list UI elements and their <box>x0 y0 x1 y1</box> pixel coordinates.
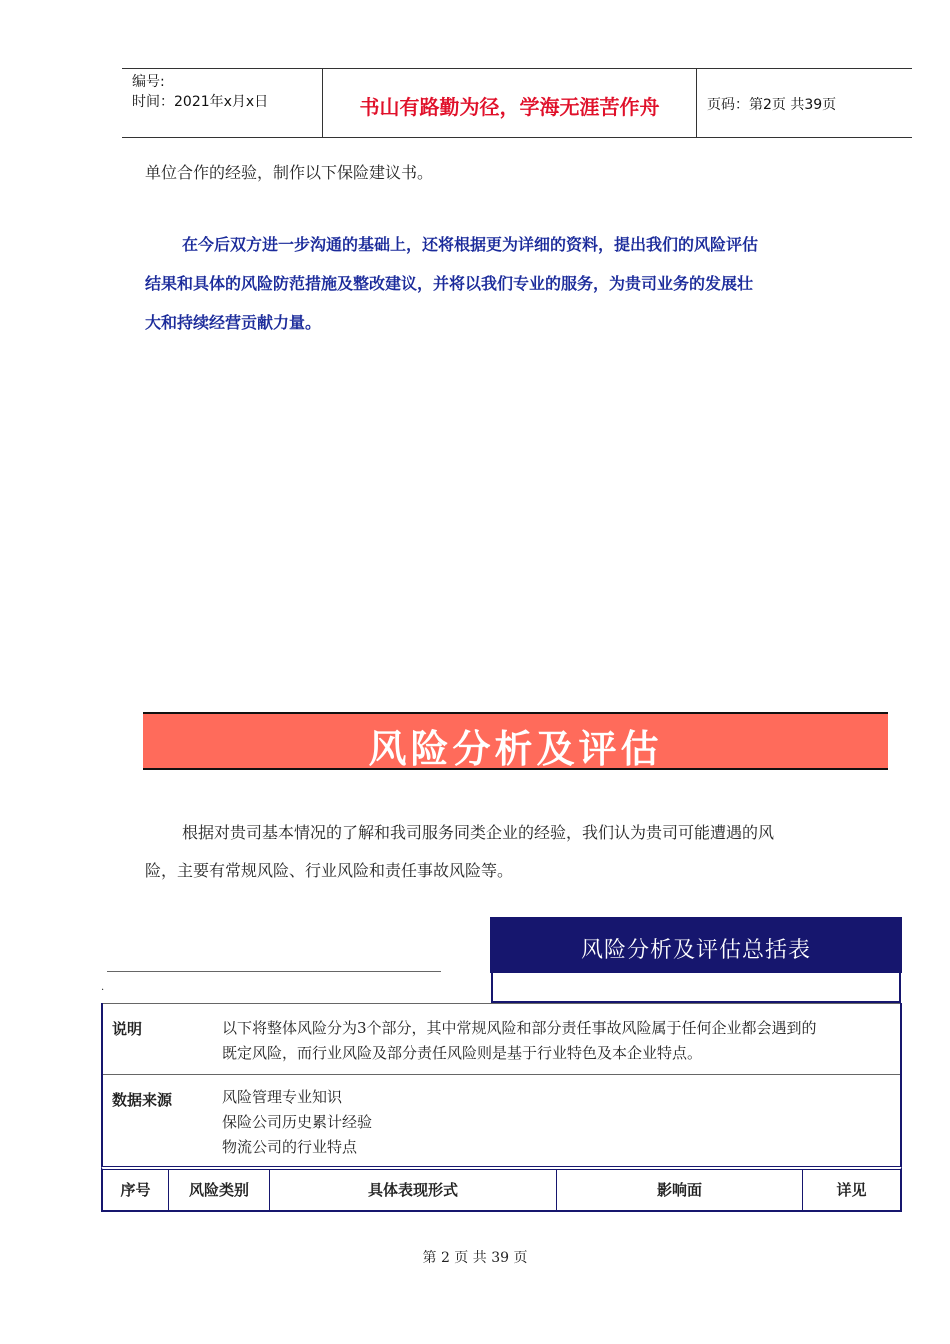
page-info: 页码：第2页 共39页 <box>707 97 837 113</box>
col-impact: 影响面 <box>557 1170 803 1210</box>
section-banner <box>143 712 888 770</box>
note-label: 说明 <box>112 1020 143 1038</box>
col-risk-category: 风险类别 <box>169 1170 270 1210</box>
doc-number-label: 编号: <box>132 74 165 90</box>
source-line-2: 保险公司历史累计经验 <box>222 1113 373 1131</box>
section-banner-title: 风险分析及评估 <box>368 727 663 771</box>
divider-line <box>107 971 441 972</box>
source-line-3: 物流公司的行业特点 <box>222 1138 358 1156</box>
blue-paragraph-line-3: 大和持续经营贡献力量。 <box>145 313 322 332</box>
intro-line-2: 险，主要有常规风险、行业风险和责任事故风险等。 <box>145 861 514 880</box>
source-row <box>103 1074 900 1167</box>
intro-line-1: 根据对贵司基本情况的了解和我司服务同类企业的经验，我们认为贵司可能遭遇的风 <box>182 823 775 842</box>
blue-paragraph-line-1: 在今后双方进一步沟通的基础上，还将根据更为详细的资料，提出我们的风险评估 <box>182 235 759 254</box>
header-meta-cell <box>122 69 323 137</box>
note-line-1: 以下将整体风险分为3个部分，其中常规风险和部分责任事故风险属于任何企业都会遇到的 <box>222 1019 817 1037</box>
col-index: 序号 <box>103 1170 169 1210</box>
blue-paragraph-line-2: 结果和具体的风险防范措施及整改建议，并将以我们专业的服务，为贵司业务的发展壮 <box>145 274 754 293</box>
summary-title-subbox <box>491 973 901 1003</box>
time-label: 时间：2021年x月x日 <box>132 94 269 110</box>
note-row <box>103 1003 900 1074</box>
header-page-cell <box>697 69 912 137</box>
summary-title: 风险分析及评估总括表 <box>580 938 811 963</box>
note-line-2: 既定风险，而行业风险及部分责任风险则是基于行业特色及本企业特点。 <box>222 1044 703 1062</box>
col-reference: 详见 <box>836 1181 867 1199</box>
summary-title-box <box>490 917 902 973</box>
motto: 书山有路勤为径，学海无涯苦作舟 <box>359 95 660 119</box>
table-header-row <box>101 1166 902 1212</box>
col-manifestation: 具体表现形式 <box>270 1170 557 1210</box>
summary-table <box>101 1003 902 1167</box>
dot-mark: . <box>101 982 105 993</box>
source-label: 数据来源 <box>112 1091 173 1109</box>
page-header <box>122 68 912 138</box>
source-line-1: 风险管理专业知识 <box>222 1088 343 1106</box>
page-footer: 第 2 页 共 39 页 <box>422 1250 528 1266</box>
header-motto-cell <box>323 69 697 137</box>
continued-line: 单位合作的经验，制作以下保险建议书。 <box>145 163 434 182</box>
